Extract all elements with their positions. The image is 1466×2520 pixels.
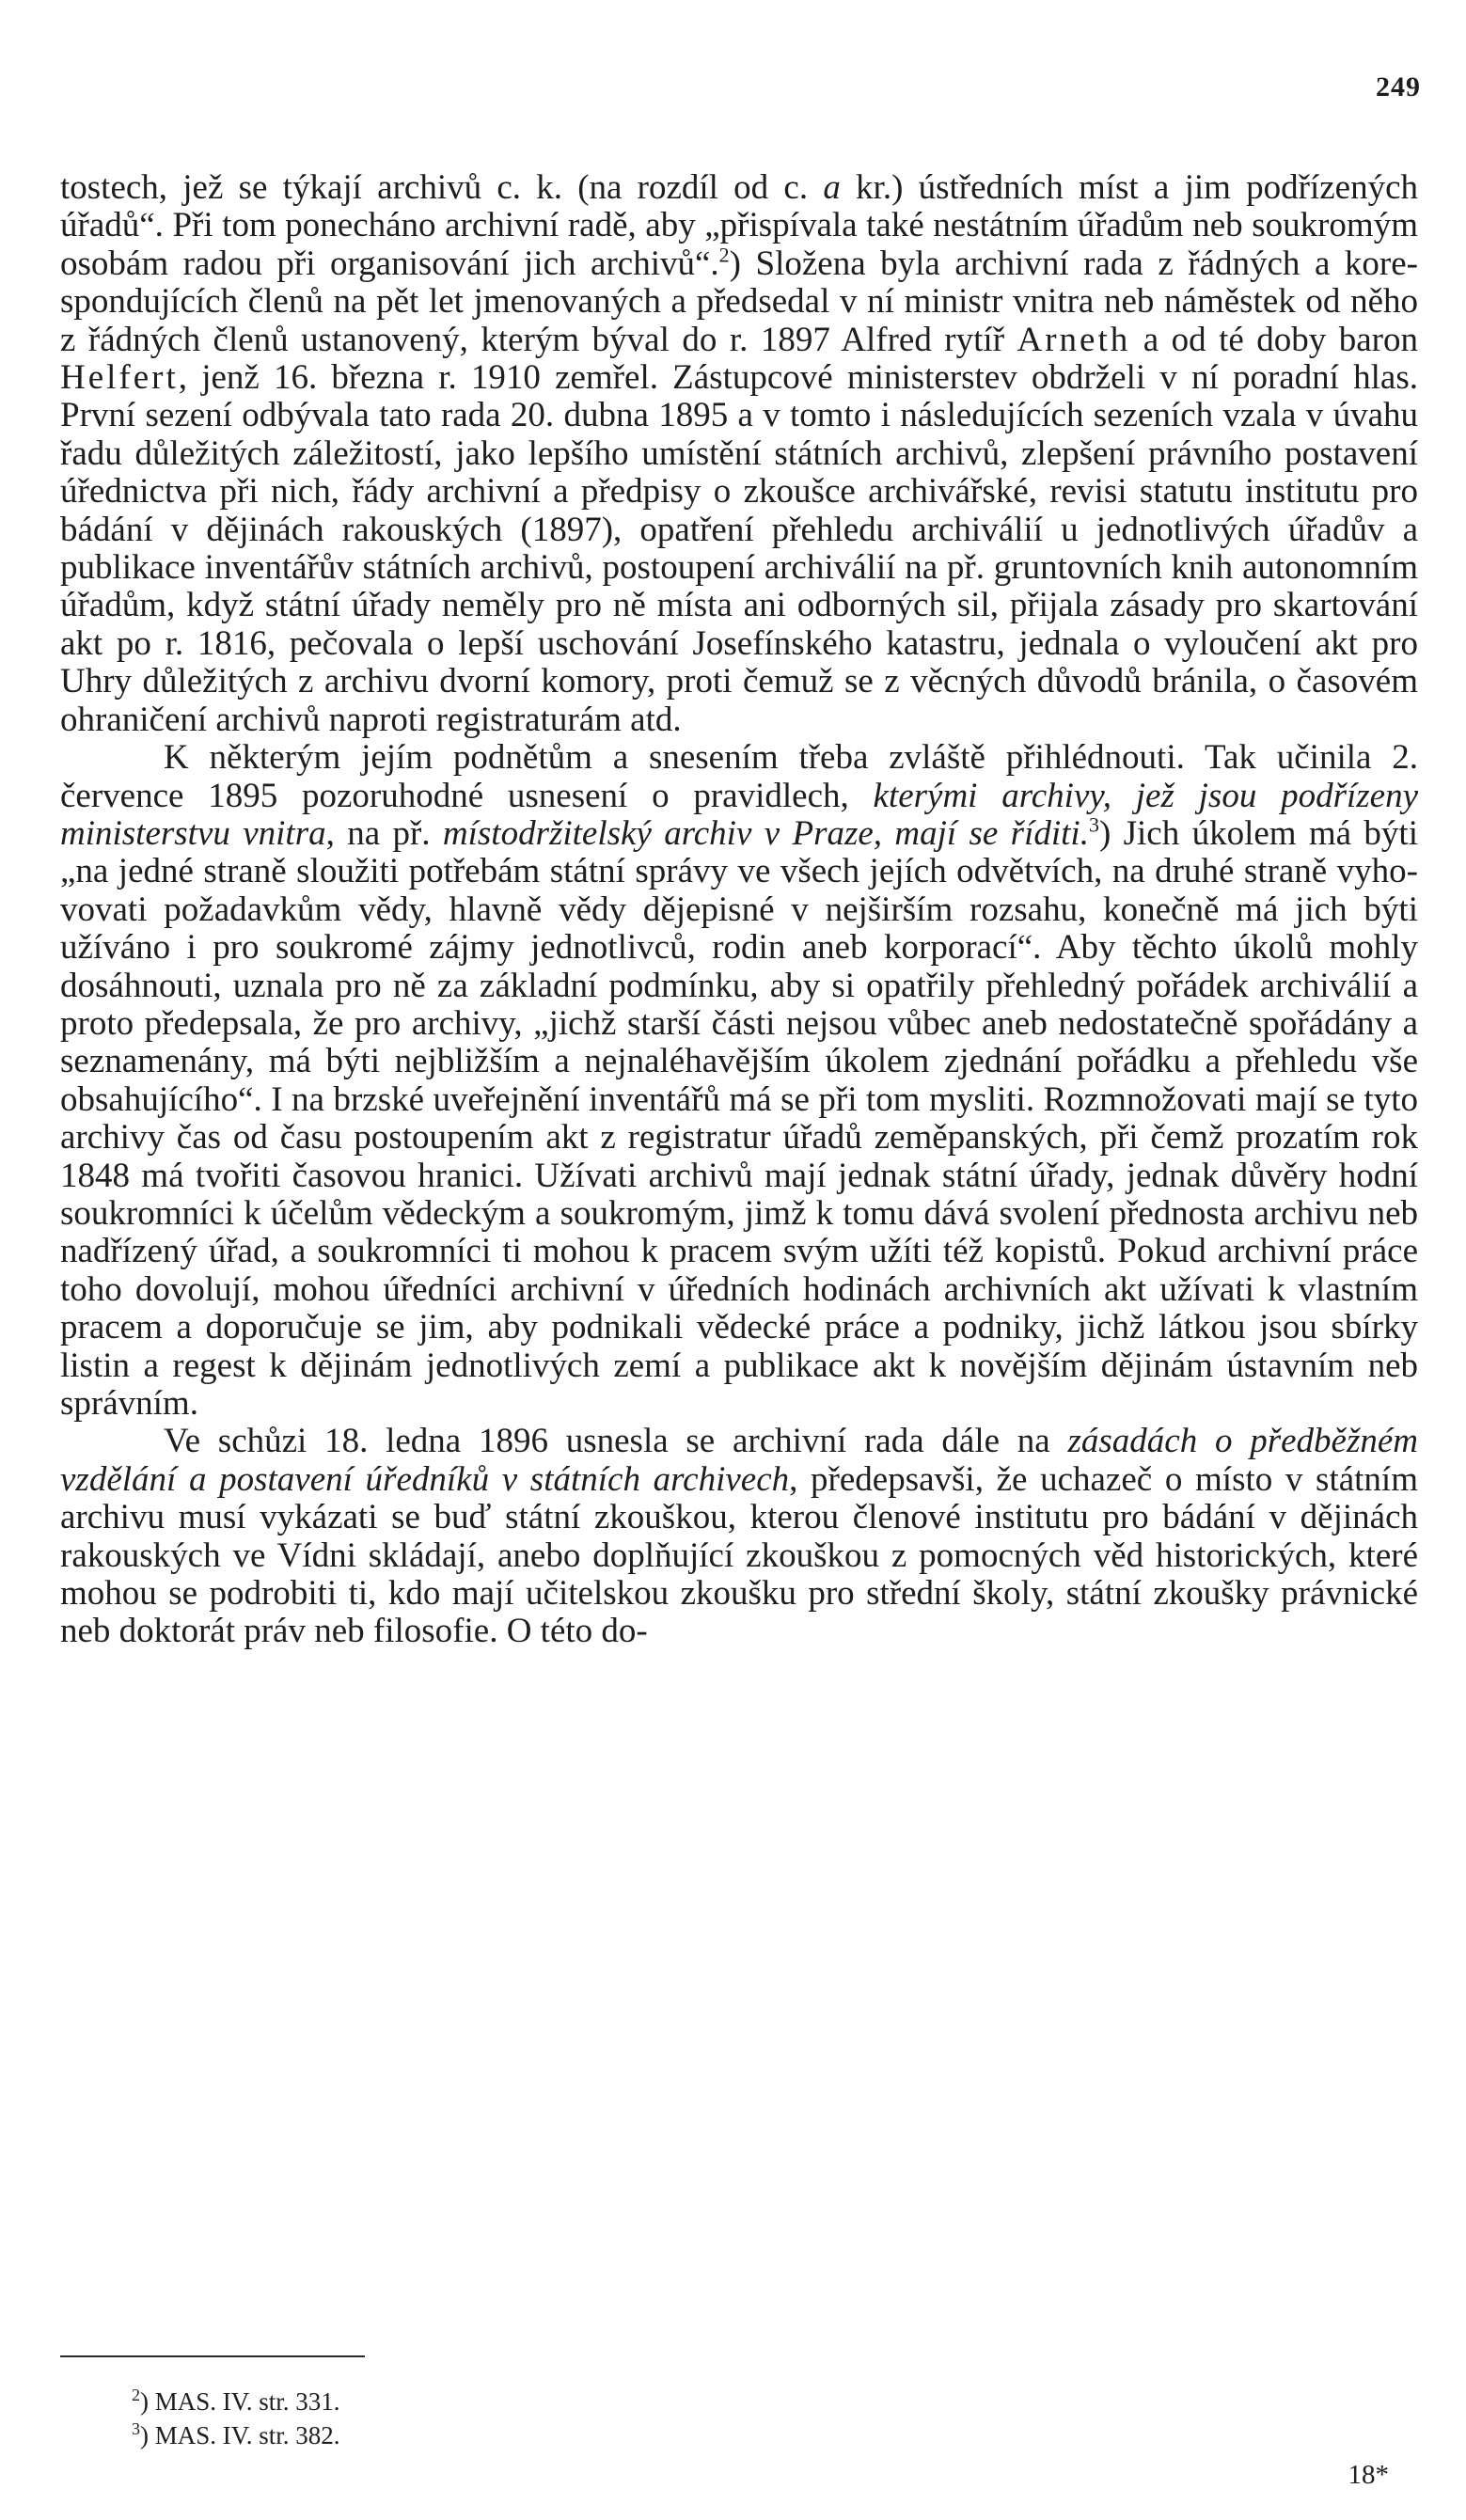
page-number: 249 (1376, 71, 1421, 102)
footnote-divider (60, 2355, 365, 2357)
text-run: K některým jejím podnětům a snesením třeba zvláště přihlédnouti. Tak učinila 2. července 1895 pozoruhodné usnesení o pravidlech, (60, 738, 1418, 815)
text-run: tostech, jež se týkají archivů c. k. (na rozdíl od c. (60, 168, 824, 207)
name-arneth: Arneth (1017, 320, 1131, 359)
paragraph-3 (60, 1423, 1418, 1650)
italic-text: zásadách o předběžném vzdělání a postavení úředníků v státních archivech (60, 1422, 1418, 1499)
text-run: kr.) ústředních míst a jim podřízených úřadů“. Při tom ponecháno archivní radě, aby „přispívala také nestátním úřadům neb soukromým osobám radou při organisování jich archivů“. (60, 168, 1418, 283)
text-run: , jenž 16. března r. 1910 zemřel. Zástupcové ministerstev obdrželi v ní poradní hlas. První sezení odbývala tato rada 20. dubna 1895 a v tomto i následujících sezeních vzala v úvahu řadu důležitých záležitostí, jako lepšího umístění státních archivů, zlepšení právního postavení úřednictva při nich, řády archivní a předpisy o zkoušce archivářské, revisi statutu institutu pro bádání v dějinách rakouských (1897), opatření přehledu archiválií u jednotlivých úřadův a publikace inventářův státních archivů, postoupení archiválií na př. gruntovních knih autonomním úřadům, když státní úřady neměly pro ně místa ani odborných sil, přijala zásady pro skartování akt po r. 1816, pečovala o lepší uschování Josefínského katastru, jednala o vyloučení akt pro Uhry důležitých z archivu dvorní komory, proti čemuž se z věcných důvodů bránila, o časovém ohraničení archivů naproti registraturám atd. (60, 358, 1418, 739)
footnote-ref-3[interactable]: 3 (1088, 812, 1099, 837)
printer-signature-mark: 18* (1348, 2460, 1389, 2490)
footnote-ref-2[interactable]: 2 (718, 243, 730, 267)
text-run: Ve schůzi 18. ledna 1896 usnesla se archivní rada dále na (164, 1422, 1068, 1461)
footnote-3 (132, 2418, 340, 2452)
italic-text: kterými archivy, jež jsou podřízeny ministerstvu vnitra (60, 776, 1419, 853)
footnotes (132, 2385, 340, 2452)
footnote-text: ) MAS. IV. str. 382. (140, 2421, 340, 2449)
name-helfert: Helfert (60, 358, 179, 398)
text-run: , na př. (325, 813, 443, 853)
footnote-text: ) MAS. IV. str. 331. (140, 2387, 340, 2416)
text-run: ) Jich úkolem má býti „na jedné straně sloužiti potřebám státní správy ve všech jejích odvětvích, na druhé straně vyhovovati požadavkům vědy, hlavně vědy dějepisné v nejširším rozsahu, konečně má jich býti užíváno i pro soukromé zájmy jednotlivců, rodin aneb korporací“. Aby těchto úkolů mohly dosáhnouti, uznala pro ně za základní podmínku, aby si opatřily přehledný pořádek archiválií a proto předepsala, že pro archivy, „jichž starší části nejsou vůbec aneb nedostatečně spořádány a seznamenány, má býti nejbližším a nejnaléhavějším úkolem zjednání pořádku a přehledu vše obsahujícího“. I na brzské uveřejnění inventářů má se při tom mysliti. Rozmnožovati mají se tyto archivy čas od času postoupením akt z registratur úřadů zeměpanských, při čemž prozatím rok 1848 má tvořiti časovou hranici. Užívati archivů mají jednak státní úřady, jednak důvěry hodní soukromníci k účelům vědeckým a soukromým, jimž k tomu dává svolení přednosta archivu neb nadřízený úřad, a soukromníci ti mohou k pracem svým užíti též kopistů. Pokud archivní práce toho dovolují, mohou úředníci archivní v úředních hodinách archivních akt užívati k vlastním pracem a doporučuje se jim, aby podnikali vědecké práce a podniky, jichž látkou jsou sbírky listin a regest k dějinám jednotlivých zemí a publikace akt k novějším dějinám ústavním neb správním. (60, 813, 1418, 1423)
text-run: , předepsavši, že uchazeč o místo v státním archivu musí vykázati se buď státní zkouškou, kterou členové institutu pro bádání v dějinách rakouských ve Vídni skládají, anebo doplňující zkouškou z pomocných věd historických, které mohou se podrobiti ti, kdo mají učitelskou zkoušku pro střední školy, státní zkoušky právnické neb doktorát práv neb filosofie. O této do- (60, 1459, 1418, 1651)
italic-text: a (823, 168, 841, 207)
paragraph-2 (60, 739, 1418, 1423)
italic-text: místodržitelský archiv v Praze, mají se říditi. (442, 813, 1089, 853)
text-run: a od té doby baron (1130, 320, 1419, 359)
paragraph-1 (60, 169, 1418, 739)
footnote-2 (132, 2385, 340, 2418)
footnote-marker: 2 (132, 2386, 140, 2404)
footnote-marker: 3 (132, 2419, 140, 2438)
text-run: ) Složena byla archivní rada z řádných a korespondujících členů na pět let jmenovaných a předsedal v ní ministr vnitra neb náměstek od něho z řádných členů ustanovený, kterým býval do r. 1897 Alfred rytíř (60, 244, 1418, 359)
main-text (60, 169, 1418, 1651)
